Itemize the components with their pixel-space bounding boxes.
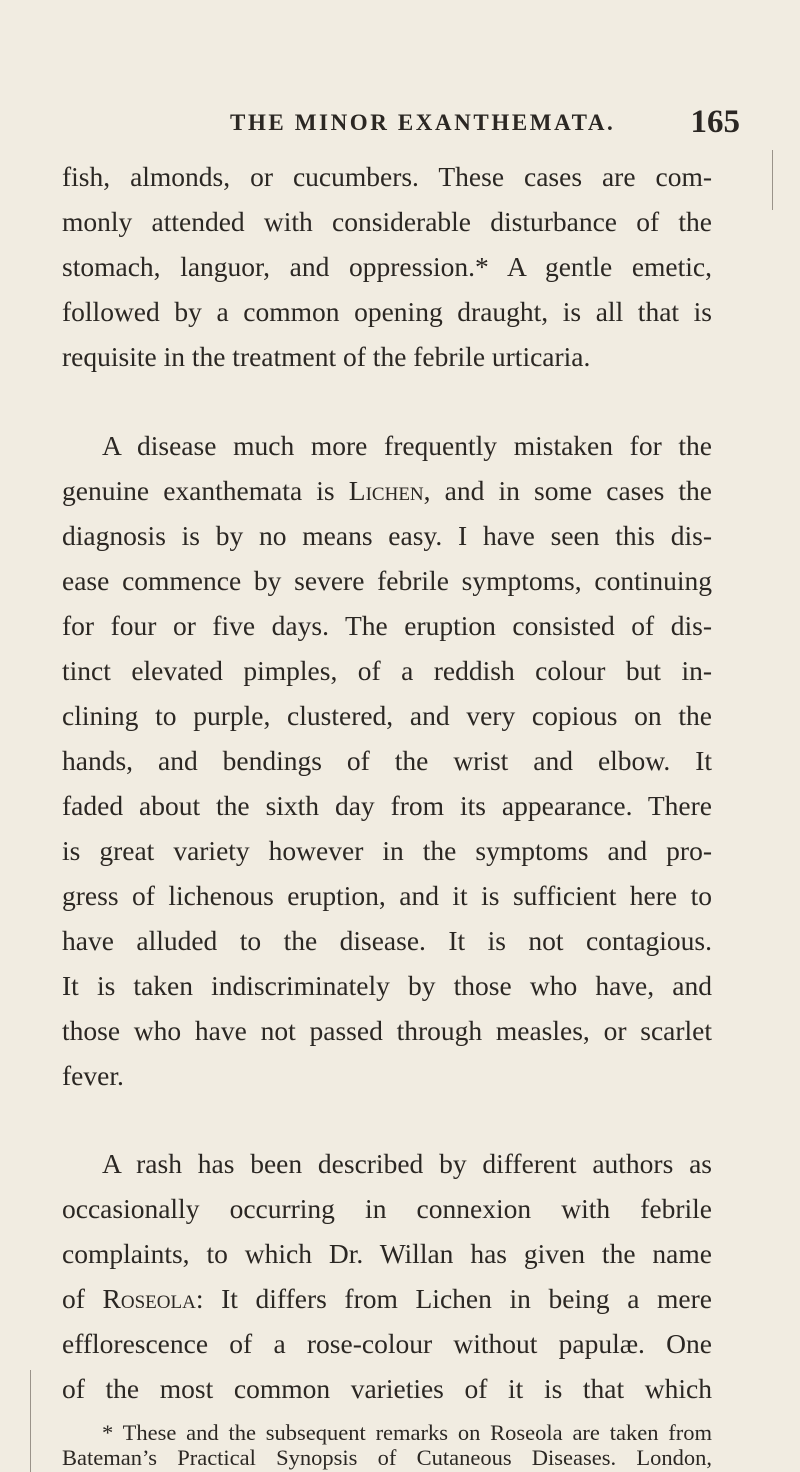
text-line: hands, and bendings of the wrist and elbow. It [62,745,712,776]
text-line: A rash has been described by different authors as [102,1148,712,1179]
text-line [62,477,712,505]
page-edge-mark [30,1370,31,1472]
text-span: of [62,1283,85,1314]
text-line: followed by a common opening draught, is all that is [62,296,712,327]
roseola-term: Roseola [102,1283,196,1314]
footnote-line: Bateman’s Practical Synopsis of Cutaneous Diseases. London, [62,1445,712,1470]
text-line: occasionally occurring in connexion with febrile [62,1193,712,1224]
page-number: 165 [690,104,740,140]
text-line: It is taken indiscriminately by those who have, and [62,970,712,1001]
text-line: tinct elevated pimples, of a reddish colour but in- [62,655,712,686]
text-line: fever. [62,1060,124,1091]
text-line: those who have not passed through measles, or scarlet [62,1015,712,1046]
text-line: have alluded to the disease. It is not contagious. [62,925,712,956]
text-span: : It differs from Lichen in being a mere [195,1283,713,1314]
page-edge-mark [772,150,773,210]
text-line: stomach, languor, and oppression.* A gentle emetic, [62,251,712,282]
text-line [62,1285,712,1313]
footnote-line: * These and the subsequent remarks on Roseola are taken from [102,1420,712,1445]
text-line: ease commence by severe febrile symptoms, continuing [62,565,712,596]
text-line: diagnosis is by no means easy. I have seen this dis- [62,520,712,551]
text-span: genuine exanthemata is [62,475,335,506]
text-line: clining to purple, clustered, and very copious on the [62,700,712,731]
text-line: monly attended with considerable disturbance of the [62,206,712,237]
text-line: faded about the sixth day from its appearance. There [62,790,712,821]
text-line: requisite in the treatment of the febrile urticaria. [62,341,591,372]
text-line: efflorescence of a rose-colour without papulæ. One [62,1328,712,1359]
text-line: is great variety however in the symptoms and pro- [62,835,712,866]
text-span: , and in some cases the [423,475,713,506]
text-line: A disease much more frequently mistaken for the [102,430,712,461]
text-line: complaints, to which Dr. Willan has given the name [62,1238,712,1269]
text-line: for four or five days. The eruption consisted of dis- [62,610,712,641]
text-line: of the most common varieties of it is that which [62,1373,712,1404]
text-line: fish, almonds, or cucumbers. These cases are com- [62,161,712,192]
running-head [150,104,740,144]
lichen-term: Lichen [348,475,424,506]
text-line: gress of lichenous eruption, and it is sufficient here to [62,880,712,911]
running-head-title: THE MINOR EXANTHEMATA. [230,110,616,135]
